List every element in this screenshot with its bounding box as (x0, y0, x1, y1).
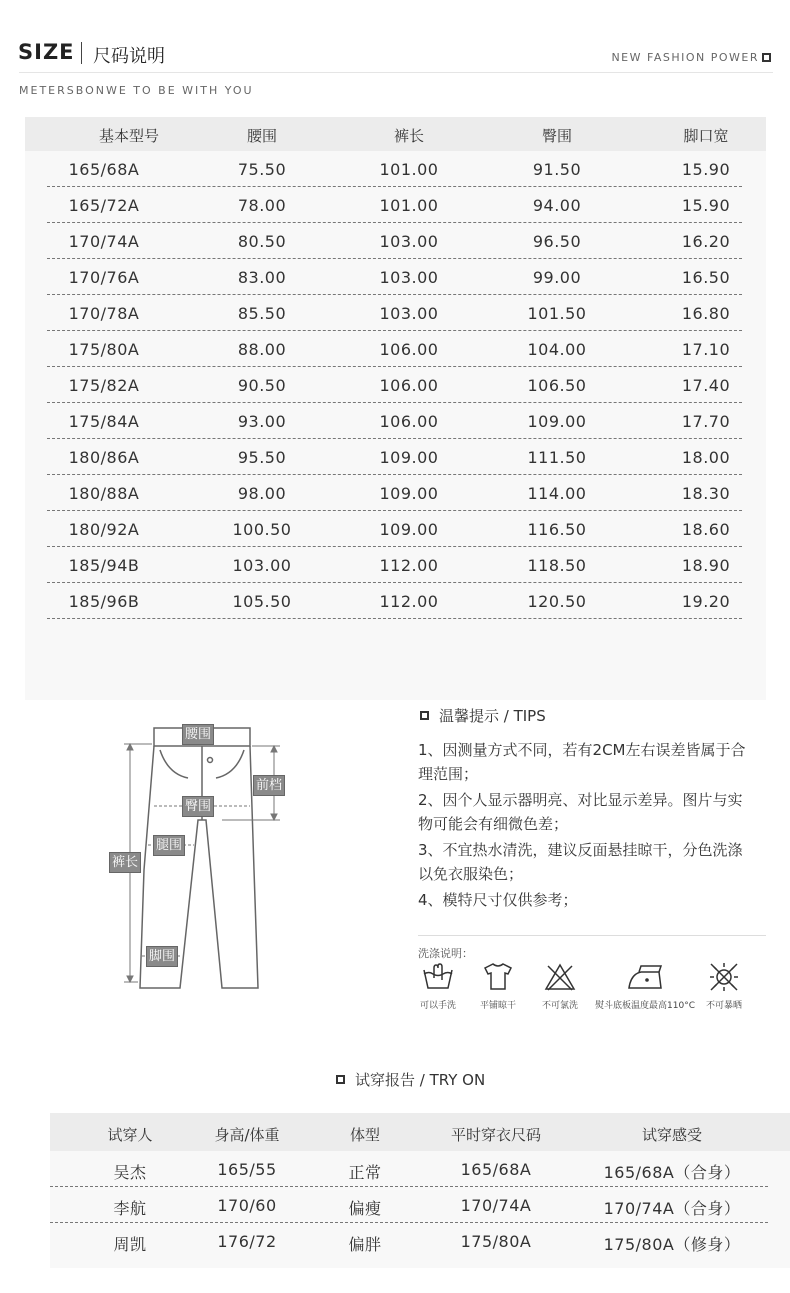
col-length: 裤长 (393, 127, 424, 145)
row-model-cell: 165/68A (68, 160, 140, 179)
usual-size-cell: 165/68A (460, 1160, 532, 1179)
fit-feedback-cell: 165/68A（合身） (603, 1163, 741, 1182)
row-model-cell: 185/96B (68, 592, 140, 611)
tester-cell: 吴杰 (113, 1163, 147, 1182)
row-leg-opening-cell: 15.90 (681, 160, 731, 179)
row-leg-opening-cell: 18.30 (681, 484, 731, 503)
row-hip-cell: 94.00 (532, 196, 582, 215)
tip-item: 1、因测量方式不同，若有2CM左右误差皆属于合理范围； (418, 741, 746, 783)
col-fit-feedback: 试穿感受 (641, 1126, 702, 1144)
flat-dry-icon (481, 962, 515, 992)
size-table-row (25, 583, 766, 619)
row-length-cell: 101.00 (379, 196, 439, 215)
brand-subtitle: METERSBONWE TO BE WITH YOU (19, 84, 254, 97)
tip-item: 4、模特尺寸仅供参考； (418, 891, 578, 909)
row-length-cell: 112.00 (379, 592, 439, 611)
fit-feedback-cell: 170/74A（合身） (603, 1199, 741, 1218)
row-length-cell: 101.00 (379, 160, 439, 179)
row-length-cell: 109.00 (379, 448, 439, 467)
body-type-cell: 偏瘦 (348, 1199, 382, 1218)
col-base-model: 基本型号 (98, 127, 159, 145)
row-hip-cell: 106.50 (527, 376, 587, 395)
body-type-cell: 偏胖 (348, 1235, 382, 1254)
wash-icons (412, 962, 772, 1022)
usual-size-cell: 170/74A (460, 1196, 532, 1215)
row-model-cell: 175/82A (68, 376, 140, 395)
row-hip-cell: 116.50 (527, 520, 587, 539)
row-model-cell: 170/76A (68, 268, 140, 287)
row-model-cell: 170/74A (68, 232, 140, 251)
fashion-power-tag (611, 51, 771, 64)
row-leg-opening-cell: 16.80 (681, 304, 731, 323)
row-waist-cell: 83.00 (237, 268, 287, 287)
size-table-row (25, 439, 766, 475)
height-weight-cell: 176/72 (217, 1232, 277, 1251)
try-on-row (50, 1223, 790, 1259)
row-model-cell: 175/84A (68, 412, 140, 431)
wash-label: 可以手洗 (419, 1001, 456, 1011)
size-table-row (25, 511, 766, 547)
col-usual-size: 平时穿衣尺码 (450, 1126, 541, 1144)
waist-label: 腰围 (182, 724, 214, 745)
row-hip-cell: 91.50 (532, 160, 582, 179)
row-model-cell: 175/80A (68, 340, 140, 359)
row-length-cell: 103.00 (379, 304, 439, 323)
row-leg-opening-cell: 17.10 (681, 340, 731, 359)
row-leg-opening-cell: 18.90 (681, 556, 731, 575)
hand-wash-item (414, 962, 462, 1011)
col-waist: 腰围 (246, 127, 277, 145)
col-hip: 臀围 (541, 127, 572, 145)
row-waist-cell: 80.50 (237, 232, 287, 251)
col-leg-opening: 脚口宽 (683, 127, 729, 145)
no-bleach-icon (543, 962, 577, 992)
row-hip-cell: 114.00 (527, 484, 587, 503)
row-model-cell: 180/86A (68, 448, 140, 467)
row-hip-cell: 120.50 (527, 592, 587, 611)
trouser-diagram (102, 720, 302, 995)
fit-feedback-cell: 175/80A（修身） (603, 1235, 741, 1254)
size-table-row (25, 331, 766, 367)
try-on-row (50, 1187, 790, 1223)
col-tester: 试穿人 (107, 1126, 153, 1144)
row-length-cell: 109.00 (379, 520, 439, 539)
size-table-row (25, 475, 766, 511)
size-table-row (25, 187, 766, 223)
hand-wash-icon (421, 962, 455, 992)
row-leg-opening-cell: 15.90 (681, 196, 731, 215)
row-leg-opening-cell: 18.60 (681, 520, 731, 539)
col-body-type: 体型 (349, 1126, 380, 1144)
iron-icon (623, 962, 667, 992)
body-type-cell: 正常 (348, 1163, 382, 1182)
row-leg-opening-cell: 16.50 (681, 268, 731, 287)
size-table-row (25, 403, 766, 439)
fashion-power-text: NEW FASHION POWER (611, 51, 759, 64)
row-model-cell: 180/92A (68, 520, 140, 539)
usual-size-cell: 175/80A (460, 1232, 532, 1251)
tip-item: 3、不宜热水清洗，建议反面悬挂晾干，分色洗涤以免衣服染色； (418, 841, 743, 883)
tester-cell: 周凯 (113, 1235, 147, 1254)
tips-heading (420, 705, 546, 726)
thigh-label: 腿围 (153, 835, 185, 856)
wash-label: 平铺晾干 (479, 1001, 516, 1011)
no-sun-icon (707, 962, 741, 992)
wash-label: 不可氯洗 (541, 1001, 578, 1011)
tip-item: 2、因个人显示器明亮、对比显示差异。图片与实物可能会有细微色差； (418, 791, 743, 833)
size-table-row (25, 223, 766, 259)
row-model-cell: 185/94B (68, 556, 140, 575)
try-on-table-header (50, 1113, 790, 1151)
try-on-heading-text: 试穿报告 / TRY ON (355, 1071, 486, 1089)
tips-list (418, 738, 748, 914)
flat-dry-item (474, 962, 522, 1011)
row-waist-cell: 100.50 (232, 520, 292, 539)
try-on-heading (336, 1069, 485, 1090)
row-hip-cell: 99.00 (532, 268, 582, 287)
row-waist-cell: 93.00 (237, 412, 287, 431)
size-table (25, 117, 766, 700)
square-bullet-icon (336, 1075, 345, 1084)
row-hip-cell: 104.00 (527, 340, 587, 359)
row-waist-cell: 95.50 (237, 448, 287, 467)
length-label: 裤长 (109, 852, 141, 873)
row-waist-cell: 90.50 (237, 376, 287, 395)
size-table-row (25, 547, 766, 583)
square-bullet-icon (420, 711, 429, 720)
row-model-cell: 180/88A (68, 484, 140, 503)
row-waist-cell: 75.50 (237, 160, 287, 179)
row-hip-cell: 109.00 (527, 412, 587, 431)
row-hip-cell: 96.50 (532, 232, 582, 251)
size-table-row (25, 259, 766, 295)
size-table-row (25, 367, 766, 403)
wash-label: 不可暴晒 (705, 1001, 742, 1011)
size-table-body (25, 151, 766, 619)
tips-heading-text: 温馨提示 / TIPS (439, 707, 546, 725)
row-leg-opening-cell: 16.20 (681, 232, 731, 251)
front-rise-label: 前档 (253, 775, 285, 796)
size-table-row (25, 151, 766, 187)
square-bullet-icon (762, 53, 771, 62)
row-leg-opening-cell: 17.40 (681, 376, 731, 395)
try-on-row (50, 1151, 790, 1187)
row-leg-opening-cell: 18.00 (681, 448, 731, 467)
no-bleach-item (536, 962, 584, 1011)
row-waist-cell: 85.50 (237, 304, 287, 323)
row-waist-cell: 103.00 (232, 556, 292, 575)
leg-opening-label: 脚围 (146, 946, 178, 967)
row-waist-cell: 88.00 (237, 340, 287, 359)
row-length-cell: 103.00 (379, 232, 439, 251)
height-weight-cell: 165/55 (217, 1160, 277, 1179)
row-length-cell: 106.00 (379, 376, 439, 395)
row-length-cell: 106.00 (379, 412, 439, 431)
row-leg-opening-cell: 19.20 (681, 592, 731, 611)
row-hip-cell: 111.50 (527, 448, 587, 467)
size-table-row (25, 295, 766, 331)
wash-label: 熨斗底板温度最高110°C (595, 1001, 695, 1011)
wash-divider (418, 935, 766, 936)
row-waist-cell: 78.00 (237, 196, 287, 215)
wash-heading: 洗涤说明： (418, 947, 473, 960)
heading-divider (81, 42, 82, 64)
iron-item (590, 962, 700, 1011)
hip-label: 臀围 (182, 796, 214, 817)
row-hip-cell: 118.50 (527, 556, 587, 575)
row-model-cell: 170/78A (68, 304, 140, 323)
row-length-cell: 103.00 (379, 268, 439, 287)
no-sun-item (700, 962, 748, 1011)
size-table-header (25, 117, 766, 151)
try-on-table (50, 1113, 790, 1268)
header-rule (19, 72, 773, 73)
size-heading: SIZE (18, 40, 75, 64)
col-height-weight: 身高/体重 (214, 1126, 280, 1144)
size-heading-cn: 尺码说明 (93, 46, 165, 67)
row-hip-cell: 101.50 (527, 304, 587, 323)
row-leg-opening-cell: 17.70 (681, 412, 731, 431)
row-length-cell: 106.00 (379, 340, 439, 359)
row-model-cell: 165/72A (68, 196, 140, 215)
height-weight-cell: 170/60 (217, 1196, 277, 1215)
row-waist-cell: 105.50 (232, 592, 292, 611)
tester-cell: 李航 (113, 1199, 147, 1218)
row-length-cell: 109.00 (379, 484, 439, 503)
row-waist-cell: 98.00 (237, 484, 287, 503)
row-length-cell: 112.00 (379, 556, 439, 575)
